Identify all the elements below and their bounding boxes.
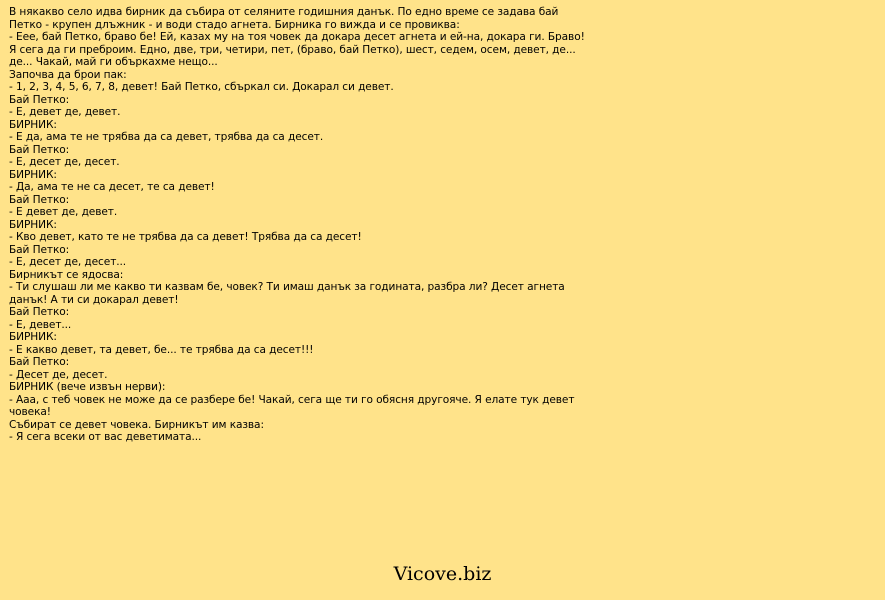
joke-line: - Ти слушаш ли ме какво ти казвам бе, човек? Ти имаш данък за годината, разбра ли? Десет агнета данък! А ти си докарал девет!	[9, 281, 568, 306]
joke-line: БИРНИК:	[9, 168, 57, 181]
joke-line: - Е, девет де, девет.	[9, 106, 121, 118]
joke-line: - Да, ама те не са десет, те са девет!	[9, 181, 215, 193]
joke-line: Бай Петко:	[9, 93, 70, 106]
joke-line: - Десет де, десет.	[9, 368, 108, 381]
joke-text	[9, 6, 587, 444]
joke-line: - 1, 2, 3, 4, 5, 6, 7, 8, девет! Бай Петко, сбъркал си. Докарал си девет.	[9, 81, 394, 93]
joke-line: Бай Петко:	[9, 306, 70, 318]
joke-line: - Е девет де, девет.	[9, 206, 118, 218]
joke-line: - Е да, ама те не трябва да са девет, трябва да са десет.	[9, 131, 324, 143]
joke-line: - Еее, бай Петко, браво бе! Ей, казах му на тоя човек да докара десет агнета и ей-на, докара ги. Браво! Я сега да ги преброим. Едно, две, три, четири, пет, (браво, бай Петко), шест, седем, осем, девет, де... де... Чакай, май ги объркахме нещо...	[9, 31, 589, 68]
joke-line: БИРНИК:	[9, 331, 57, 343]
joke-line: БИРНИК:	[9, 218, 57, 231]
joke-line: - Е, десет де, десет.	[9, 156, 120, 168]
joke-line: - Е, девет...	[9, 318, 72, 331]
site-watermark: Vicove.biz	[393, 563, 492, 585]
joke-line: - Кво девет, като те не трябва да са девет! Трябва да са десет!	[9, 231, 362, 243]
joke-line: - Е, десет де, десет...	[9, 256, 127, 268]
joke-line: Бай Петко:	[9, 356, 70, 368]
joke-line: Събират се девет човека. Бирникът им казва:	[9, 418, 264, 431]
joke-line: Бирникът се ядосва:	[9, 268, 124, 281]
joke-line: В някакво село идва бирник да събира от селяните годишния данък. По едно време се задава бай Петко - крупен длъжник - и води стадо агнета. Бирника го вижда и се провиква:	[9, 6, 562, 31]
joke-line: БИРНИК:	[9, 118, 57, 131]
joke-line: Бай Петко:	[9, 193, 70, 206]
joke-line: Започва да брои пак:	[9, 68, 127, 81]
joke-line: Бай Петко:	[9, 243, 70, 256]
joke-line: - Ааа, с теб човек не може да се разбере бе! Чакай, сега ще ти го обясня другояче. Я елате тук девет човека!	[9, 393, 578, 418]
joke-line: БИРНИК (вече извън нерви):	[9, 381, 166, 393]
joke-line: - Я сега всеки от вас деветимата...	[9, 431, 202, 443]
joke-line: - Е какво девет, та девет, бе... те трябва да са десет!!!	[9, 343, 314, 356]
joke-line: Бай Петко:	[9, 143, 70, 156]
